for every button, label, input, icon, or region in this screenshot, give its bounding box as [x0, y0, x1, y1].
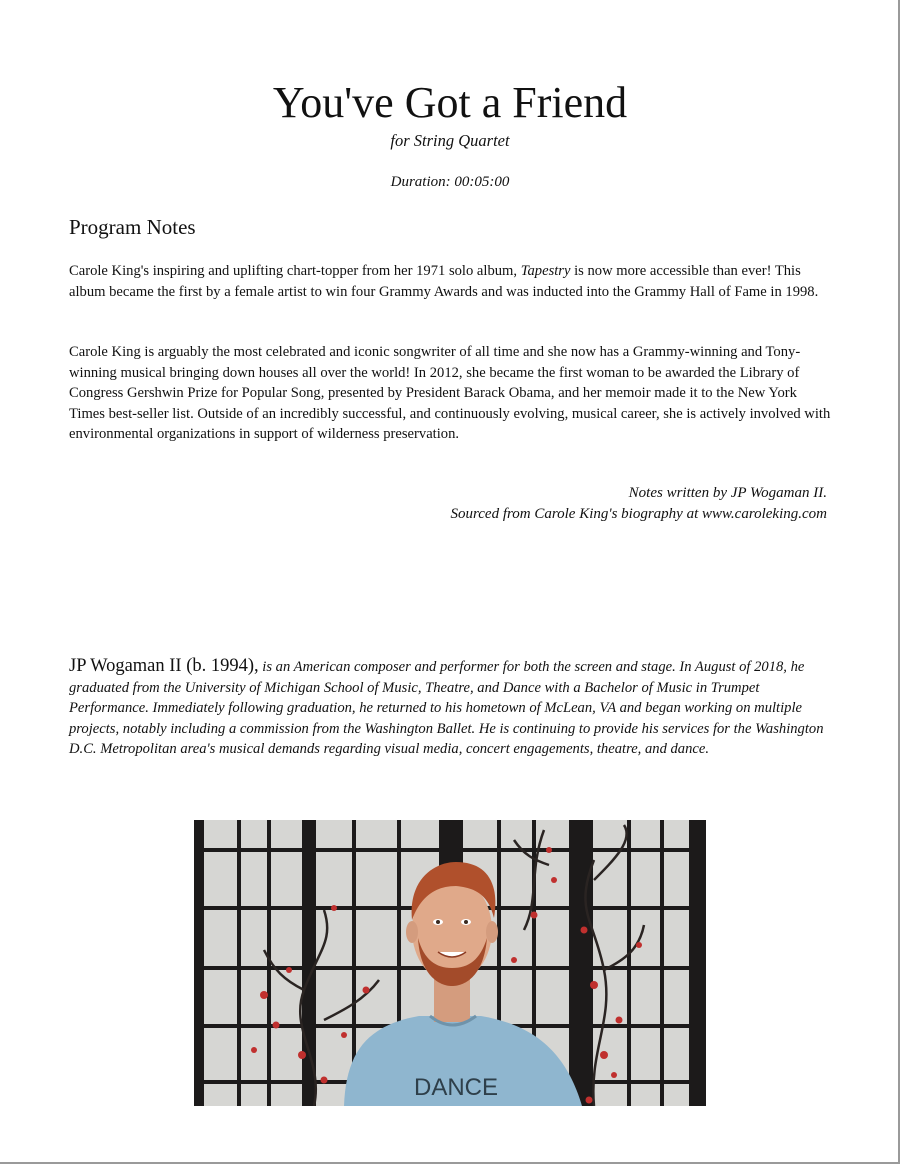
page-title: You've Got a Friend [272, 78, 628, 127]
duration-label: Duration: 00:05:00 [390, 174, 510, 190]
composer-photo [194, 820, 706, 1106]
notes-credit-line: Notes written by JP Wogaman II. [628, 485, 827, 501]
composer-bio [69, 656, 831, 760]
paragraph-1-text-end: is now more accessible than ever! This album became the first by a female artist to win four Grammy Awards and was inducted into the Grammy Hall of Fame in 1998. [69, 263, 819, 300]
notes-source-line: Sourced from Carole King's biography at www.caroleking.com [450, 506, 827, 522]
paragraph-1-text-start: Carole King's inspiring and uplifting chart-topper from her 1971 solo album, [69, 263, 521, 279]
album-title: Tapestry [520, 263, 571, 279]
shirt-text: DANCE [413, 1074, 499, 1101]
program-notes-paragraph-1 [69, 261, 835, 302]
composer-bio-text: is an American composer and performer for both the screen and stage. In August of 2018, he graduated from the University of Michigan School of Music, Theatre, and Dance with a Bachelor of Music in Trumpet Performance. Immediately following graduation, he returned to his hometown of McLean, VA and began working on multiple projects, notably including a commission from the Washington Ballet. He is continuing to provide his services for the Washington D.C. Metropolitan area's musical demands regarding visual media, concert engagements, theatre, and dance. [69, 659, 824, 758]
page-subtitle: for String Quartet [390, 131, 510, 150]
program-notes-heading: Program Notes [69, 215, 196, 239]
composer-name: JP Wogaman II (b. 1994), [69, 656, 259, 676]
program-notes-paragraph-2: Carole King is arguably the most celebrated and iconic songwriter of all time and she now has a Grammy-winning and Tony-winning musical bringing down houses all over the world! In 2012, she became the first woman to be awarded the Library of Congress Gershwin Prize for Popular Song, presented by President Barack Obama, and her memoir made it to the New York Times best-seller list. Outside of an incredibly successful, and continuously evolving, musical career, she is actively involved with environmental organizations in support of wilderness preservation. [69, 344, 831, 442]
